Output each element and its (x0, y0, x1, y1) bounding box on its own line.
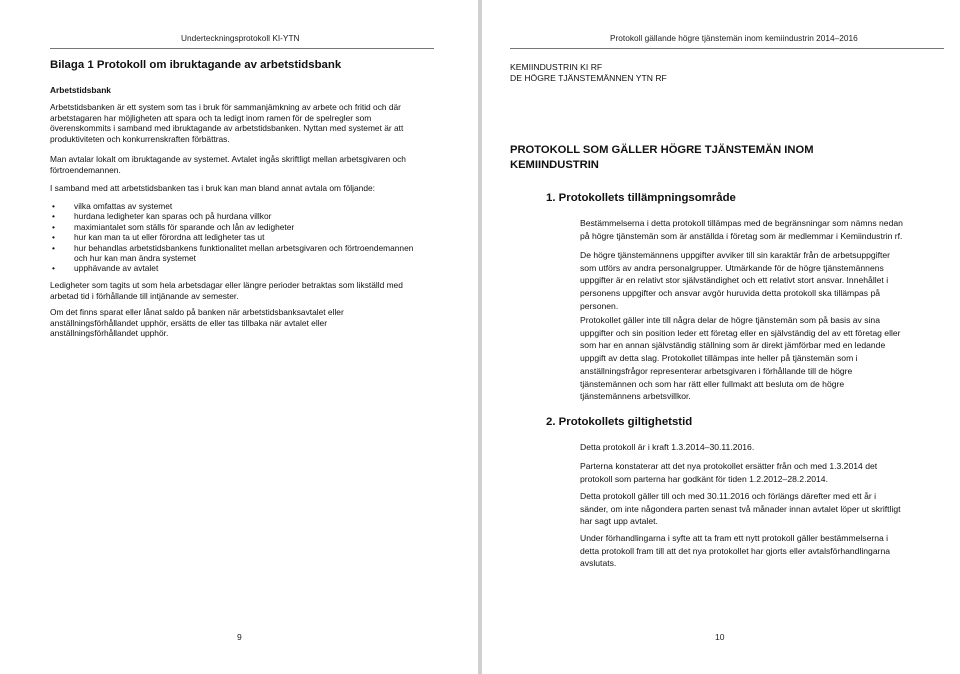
document-title: PROTOKOLL SOM GÄLLER HÖGRE TJÄNSTEMÄN INOM KEMIINDUSTRIN (510, 144, 814, 171)
page-right (482, 0, 960, 674)
bullet-list (50, 201, 413, 274)
paragraph: Ledigheter som tagits ut som hela arbetsdagar eller längre perioder betraktas som likställd med arbetad tid i förhållande till intjänande av semester. (50, 280, 403, 301)
page-number: 9 (237, 632, 242, 642)
page-number: 10 (715, 632, 725, 642)
header-rule (50, 48, 434, 49)
paragraph: Arbetstidsbanken är ett system som tas i bruk för sammanjämkning av arbete och fritid och där arbetstagaren har möjligheten att spara och ta ledigt inom ramen för de spelregler som överenskommits i samband med ibruktagande av arbetstidsbanken. Nyttan med systemet är att produktiviteten och konkurrenskraften förbättras. (50, 102, 404, 144)
list-item: • maximiantalet som ställs för sparande och lån av ledigheter (52, 221, 295, 232)
paragraph: Man avtalar lokalt om ibruktagande av systemet. Avtalet ingås skriftligt mellan arbetsgivaren och förtroendemannen. (50, 154, 406, 175)
section-heading: 2. Protokollets giltighetstid (546, 416, 693, 428)
paragraph: I samband med att arbetstidsbanken tas i bruk kan man bland annat avtala om följande: (50, 183, 375, 193)
organisation-names: KEMIINDUSTRIN KI RF DE HÖGRE TJÄNSTEMÄNNEN YTN RF (510, 62, 667, 83)
section-heading: 1. Protokollets tillämpningsområde (546, 192, 736, 204)
paragraph: Under förhandlingarna i syfte att ta fram ett nytt protokoll gäller bestämmelserna i detta protokoll fram till att det nya protokollet har gjorts eller avtalsförhandlingarna avslutats. (580, 533, 891, 569)
page-header: Protokoll gällande högre tjänstemän inom kemiindustrin 2014–2016 (610, 33, 858, 43)
paragraph: Om det finns sparat eller lånat saldo på banken när arbetstidsbanksavtalet eller anställningsförhållandet upphör, ersätts de eller tas tillbaka när avtalet eller anställningsförhållandet upphör. (50, 307, 344, 339)
list-item: • hur behandlas arbetstidsbankens funktionalitet mellan arbetsgivaren och förtroendemannen och hur kan man ändra systemet (52, 242, 414, 264)
paragraph: Parterna konstaterar att det nya protokollet ersätter från och med 1.3.2014 det protokoll som parterna har godkänt för tiden 1.2.2012–28.2.2014. (580, 461, 878, 484)
paragraph: Detta protokoll är i kraft 1.3.2014–30.11.2016. (580, 442, 755, 452)
list-item: • hurdana ledigheter kan sparas och på hurdana villkor (52, 211, 272, 222)
paragraph: Bestämmelserna i detta protokoll tillämpas med de begränsningar som nämns nedan på högre tjänstemän som är anställda i företag som är medlemmar i Kemiindustrin rf. (580, 218, 903, 241)
paragraph: Detta protokoll gäller till och med 30.11.2016 och förlängs därefter med ett år i sänder, om inte någondera parten senast två månader innan avtalet löper ut skriftligt har sagt upp avtalet. (580, 491, 901, 527)
page-left (0, 0, 478, 674)
page-header: Underteckningsprotokoll KI-YTN (181, 33, 300, 43)
list-item: • vilka omfattas av systemet (52, 201, 173, 211)
header-rule (510, 48, 944, 49)
appendix-title: Bilaga 1 Protokoll om ibruktagande av arbetstidsbank (50, 59, 342, 71)
section-subtitle: Arbetstidsbank (50, 85, 111, 95)
list-item: • upphävande av avtalet (52, 263, 159, 274)
list-item: • hur kan man ta ut eller förordna att ledigheter tas ut (52, 232, 265, 243)
paragraph: Protokollet gäller inte till några delar de högre tjänstemän som på basis av sina uppgifter och sin position leder ett företag eller en självständig del av ett företag eller som har en annan självständig ställning som är direkt jämförbar med en ledande uppgift av detta slag. Protokollet tillämpas inte heller på tjänstemän som i anställningsfrågor representerar arbetsgivaren i förhållande till de högre tjänstemännen och som har rätt eller fullmakt att besluta om de högre tjänstemännens arbetsvillkor. (580, 315, 901, 402)
paragraph: De högre tjänstemännens uppgifter avviker till sin karaktär från de arbetsuppgifter som utförs av andra personalgrupper. Utmärkande för de högre tjänstemännens uppgifter är en relativt stor självständighet och ett relativt stort ansvar. Innehållet i personens uppgifter och ansvar avgör huruvida detta protokoll ska tillämpas på personen. (580, 250, 891, 311)
